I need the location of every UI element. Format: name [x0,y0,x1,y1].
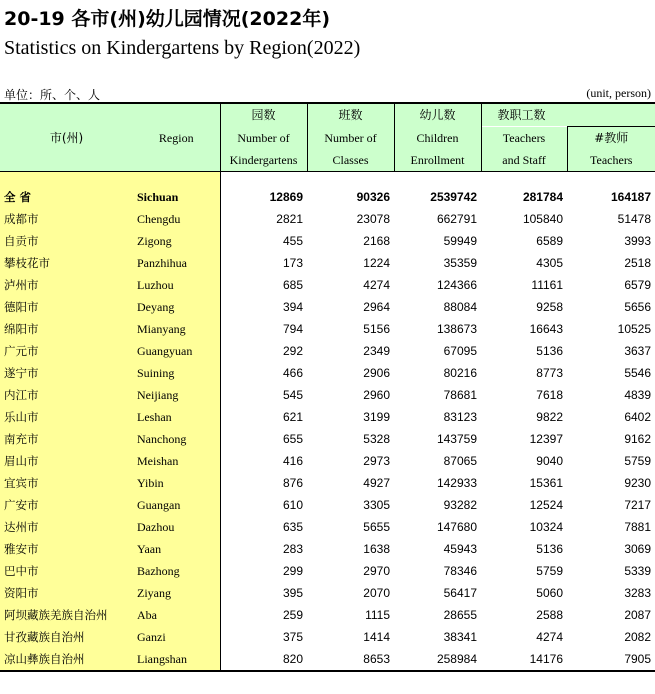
kindergartens-value: 621 [220,406,307,428]
table-row [0,340,655,362]
staff-value: 5136 [536,542,563,556]
header-children-cn: 幼儿数 [394,103,481,127]
classes-value: 1224 [363,256,390,270]
region-name-en: Liangshan [133,648,220,671]
children-value: 35359 [443,256,477,270]
teachers-value: 5656 [624,300,652,314]
classes-value: 1638 [363,542,390,556]
region-name-cn: 遂宁市 [0,362,133,384]
region-name-cn: 成都市 [0,208,133,230]
region-name-cn: 乐山市 [0,406,133,428]
table-row [0,538,655,560]
kindergartens-value: 299 [220,560,307,582]
table-row [0,428,655,450]
table-header [0,103,655,172]
header-classes-en-1: Number of [307,127,394,150]
region-name-en: Dazhou [133,516,220,538]
children-value: 143759 [436,432,477,446]
teachers-value: 2518 [624,256,652,270]
region-name-en: Suining [133,362,220,384]
classes-value: 2070 [363,586,390,600]
children-value: 78681 [443,388,477,402]
classes-value: 2960 [363,388,390,402]
region-name-cn: 资阳市 [0,582,133,604]
kindergartens-value: 375 [220,626,307,648]
kindergartens-value: 394 [220,296,307,318]
children-value: 147680 [436,520,477,534]
region-name-en: Panzhihua [133,252,220,274]
table-row [0,274,655,296]
header-kindergartens-en-1: Number of [220,127,307,150]
region-name-en: Ganzi [133,626,220,648]
staff-value: 5136 [536,344,563,358]
staff-value: 4305 [536,256,563,270]
classes-value: 2349 [363,344,390,358]
staff-value: 5060 [536,586,563,600]
children-value: 59949 [443,234,477,248]
children-value: 142933 [436,476,477,490]
total-teachers: 164187 [610,190,652,204]
children-value: 80216 [443,366,477,380]
teachers-value: 3993 [624,234,652,248]
teachers-value: 5546 [624,366,652,380]
teachers-value: 3283 [624,586,652,600]
region-name-cn: 巴中市 [0,560,133,582]
header-children-en-2: Enrollment [394,149,481,172]
region-name-cn: 广安市 [0,494,133,516]
region-name-en: Luzhou [133,274,220,296]
teachers-value: 51478 [617,212,652,226]
region-name-cn: 甘孜藏族自治州 [0,626,133,648]
total-children: 2539742 [430,190,477,204]
region-name-en: Yibin [133,472,220,494]
children-value: 45943 [443,542,477,556]
teachers-value: 6579 [624,278,652,292]
kindergarten-statistics-table [0,102,655,672]
header-city-cn: 市(州) [0,103,133,172]
teachers-value: 5759 [624,454,652,468]
teachers-value: 5339 [624,564,652,578]
header-teachers-cn: #教师 [567,127,655,150]
staff-value: 12397 [529,432,563,446]
children-value: 138673 [436,322,477,336]
classes-value: 3199 [363,410,390,424]
staff-value: 4274 [536,630,563,644]
classes-value: 2906 [363,366,390,380]
table-row [0,384,655,406]
kindergartens-value: 292 [220,340,307,362]
classes-value: 5328 [363,432,390,446]
classes-value: 4274 [363,278,390,292]
classes-value: 4927 [363,476,390,490]
classes-value: 8653 [307,648,394,671]
children-value: 88084 [443,300,477,314]
classes-value: 1115 [365,608,390,622]
teachers-value: 7217 [624,498,652,512]
children-value: 83123 [443,410,477,424]
region-name-en: Deyang [133,296,220,318]
kindergartens-value: 466 [220,362,307,384]
header-staff-en-1: Teachers [481,127,567,150]
table-row [0,230,655,252]
staff-value: 9822 [536,410,563,424]
unit-label-english: (unit, person) [586,86,651,100]
header-staff-en-2: and Staff [481,149,567,172]
staff-value: 10324 [529,520,563,534]
region-name-en: Neijiang [133,384,220,406]
classes-value: 23078 [356,212,390,226]
staff-value: 14176 [481,648,567,671]
classes-value: 5156 [363,322,390,336]
staff-value: 2588 [536,608,563,622]
total-classes: 90326 [356,190,390,204]
region-name-en: Guangan [133,494,220,516]
table-row [0,472,655,494]
children-value: 56417 [443,586,477,600]
teachers-value: 9230 [624,476,652,490]
table-row [0,362,655,384]
table-row [0,560,655,582]
page-title-english: Statistics on Kindergartens by Region(2022) [4,37,361,59]
staff-value: 15361 [529,476,563,490]
region-name-cn: 广元市 [0,340,133,362]
table-row [0,582,655,604]
kindergartens-value: 610 [220,494,307,516]
total-kindergartens: 12869 [220,186,307,208]
children-value: 38341 [443,630,477,644]
classes-value: 2964 [363,300,390,314]
children-value: 258984 [394,648,481,671]
total-name-cn: 全 省 [0,186,133,208]
region-name-en: Leshan [133,406,220,428]
kindergartens-value: 173 [220,252,307,274]
children-value: 87065 [443,454,477,468]
header-classes-en-2: Classes [307,149,394,172]
teachers-value: 7881 [624,520,652,534]
table-row-total [0,186,655,208]
header-classes-cn: 班数 [307,103,394,127]
total-name-en: Sichuan [133,186,220,208]
header-teachers-en: Teachers [567,149,655,172]
header-kindergartens-en-2: Kindergartens [220,149,307,172]
kindergartens-value: 545 [220,384,307,406]
table-row [0,296,655,318]
kindergartens-value: 2821 [220,208,307,230]
staff-value: 16643 [529,322,563,336]
children-value: 124366 [436,278,477,292]
table-row [0,208,655,230]
region-name-cn: 泸州市 [0,274,133,296]
region-name-en: Chengdu [133,208,220,230]
region-name-cn: 自贡市 [0,230,133,252]
total-staff: 281784 [522,190,563,204]
teachers-value: 10525 [617,322,652,336]
classes-value: 1414 [363,630,390,644]
teachers-value: 4839 [624,388,652,402]
region-name-en: Nanchong [133,428,220,450]
classes-value: 5655 [363,520,390,534]
table-row [0,406,655,428]
table-row [0,626,655,648]
teachers-value: 7905 [567,648,655,671]
region-name-cn: 绵阳市 [0,318,133,340]
region-name-en: Ziyang [133,582,220,604]
kindergartens-value: 655 [220,428,307,450]
region-name-cn: 凉山彝族自治州 [0,648,133,671]
teachers-value: 3637 [624,344,652,358]
table-body [0,172,655,672]
classes-value: 2970 [363,564,390,578]
unit-label-chinese: 单位：所、个、人 [4,88,101,102]
table-row [0,318,655,340]
teachers-value: 2082 [624,630,652,644]
staff-value: 12524 [529,498,563,512]
kindergartens-value: 416 [220,450,307,472]
kindergartens-value: 820 [220,648,307,671]
staff-value: 6589 [536,234,563,248]
teachers-value: 3069 [624,542,652,556]
kindergartens-value: 635 [220,516,307,538]
children-value: 28655 [443,608,477,622]
staff-value: 5759 [536,564,563,578]
kindergartens-value: 395 [220,582,307,604]
kindergartens-value: 794 [220,318,307,340]
region-name-cn: 达州市 [0,516,133,538]
region-name-en: Guangyuan [133,340,220,362]
teachers-value: 6402 [624,410,652,424]
kindergartens-value: 259 [220,604,307,626]
page-title-chinese: 20-19 各市(州)幼儿园情况(2022年) [4,8,330,30]
kindergartens-value: 685 [220,274,307,296]
children-value: 662791 [436,212,477,226]
region-name-en: Mianyang [133,318,220,340]
kindergartens-value: 283 [220,538,307,560]
header-children-en-1: Children [394,127,481,150]
staff-value: 7618 [536,388,563,402]
children-value: 78346 [443,564,477,578]
table-row [0,494,655,516]
children-value: 67095 [443,344,477,358]
region-name-en: Aba [133,604,220,626]
region-name-cn: 攀枝花市 [0,252,133,274]
region-name-cn: 阿坝藏族羌族自治州 [0,604,133,626]
teachers-value: 9162 [624,432,652,446]
kindergartens-value: 455 [220,230,307,252]
kindergartens-value: 876 [220,472,307,494]
region-name-cn: 雅安市 [0,538,133,560]
table-row [0,516,655,538]
staff-value: 11161 [531,278,563,292]
header-region: Region [133,103,220,172]
classes-value: 2168 [363,234,390,248]
table-row [0,252,655,274]
header-staff-cn: 教职工数 [481,103,655,127]
staff-value: 8773 [536,366,563,380]
region-name-cn: 眉山市 [0,450,133,472]
classes-value: 2973 [363,454,390,468]
table-row [0,648,655,671]
staff-value: 105840 [522,212,563,226]
region-name-en: Bazhong [133,560,220,582]
classes-value: 3305 [363,498,390,512]
table-row [0,450,655,472]
children-value: 93282 [443,498,477,512]
region-name-cn: 宜宾市 [0,472,133,494]
table-row [0,604,655,626]
region-name-cn: 内江市 [0,384,133,406]
teachers-value: 2087 [624,608,652,622]
staff-value: 9258 [536,300,563,314]
staff-value: 9040 [536,454,563,468]
region-name-en: Meishan [133,450,220,472]
region-name-cn: 南充市 [0,428,133,450]
header-kindergartens-cn: 园数 [220,103,307,127]
region-name-cn: 德阳市 [0,296,133,318]
region-name-en: Yaan [133,538,220,560]
region-name-en: Zigong [133,230,220,252]
